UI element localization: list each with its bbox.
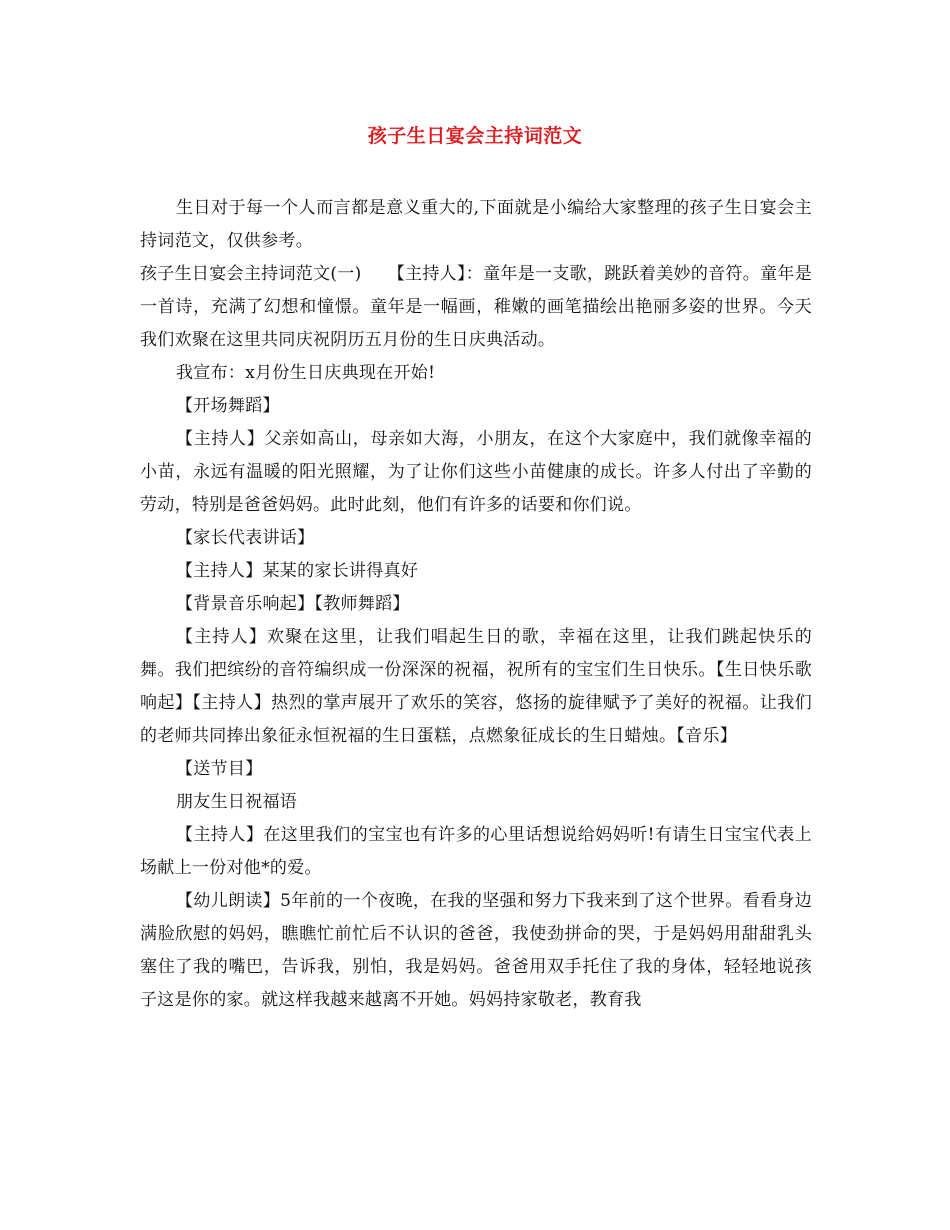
document-title: 孩子生日宴会主持词范文: [367, 125, 583, 147]
paragraph: 【背景音乐响起】【教师舞蹈】: [176, 594, 410, 614]
paragraph: 【家长代表讲话】: [176, 528, 315, 548]
paragraph: 朋友生日祝福语: [176, 792, 298, 812]
paragraph: 【主持人】某某的家长讲得真好: [176, 561, 419, 581]
paragraph: 【主持人】欢聚在这里，让我们唱起生日的歌，幸福在这里，让我们跳起快乐的舞。我们把缤纷的音符编织成一份深深的祝福，祝所有的宝宝们生日快乐。【生日快乐歌响起】【主持人】热烈的掌声展开了欢乐的笑容，悠扬的旋律赋予了美好的祝福。让我们的老师共同捧出象征永恒祝福的生日蛋糕，点燃象征成长的生日蜡烛。【音乐】: [140, 627, 812, 746]
paragraph: 孩子生日宴会主持词范文(一) 【主持人】：童年是一支歌，跳跃着美妙的音符。童年是一首诗，充满了幻想和憧憬。童年是一幅画，稚嫩的画笔描绘出艳丽多姿的世界。今天我们欢聚在这里共同庆祝阴历五月份的生日庆典活动。: [140, 264, 812, 350]
paragraph: 【主持人】在这里我们的宝宝也有许多的心里话想说给妈妈听!有请生日宝宝代表上场献上一份对他*的爱。: [140, 825, 812, 878]
paragraph: 【开场舞蹈】: [176, 396, 280, 416]
paragraph: 我宣布：x月份生日庆典现在开始!: [176, 363, 436, 383]
document-body: [140, 192, 812, 1017]
paragraph: 生日对于每一个人而言都是意义重大的,下面就是小编给大家整理的孩子生日宴会主持词范文，仅供参考。: [140, 198, 812, 251]
paragraph: 【主持人】父亲如高山，母亲如大海，小朋友，在这个大家庭中，我们就像幸福的小苗，永远有温暖的阳光照耀，为了让你们这些小苗健康的成长。许多人付出了辛勤的劳动，特别是爸爸妈妈。此时此刻，他们有许多的话要和你们说。: [140, 429, 812, 515]
paragraph: 【送节目】: [176, 759, 263, 779]
paragraph: 【幼儿朗读】5年前的一个夜晚，在我的坚强和努力下我来到了这个世界。看看身边满脸欣慰的妈妈，瞧瞧忙前忙后不认识的爸爸，我使劲拼命的哭，于是妈妈用甜甜乳头塞住了我的嘴巴，告诉我，别怕，我是妈妈。爸爸用双手托住了我的身体，轻轻地说孩子这是你的家。就这样我越来越离不开她。妈妈持家敬老，教育我: [140, 891, 812, 1010]
